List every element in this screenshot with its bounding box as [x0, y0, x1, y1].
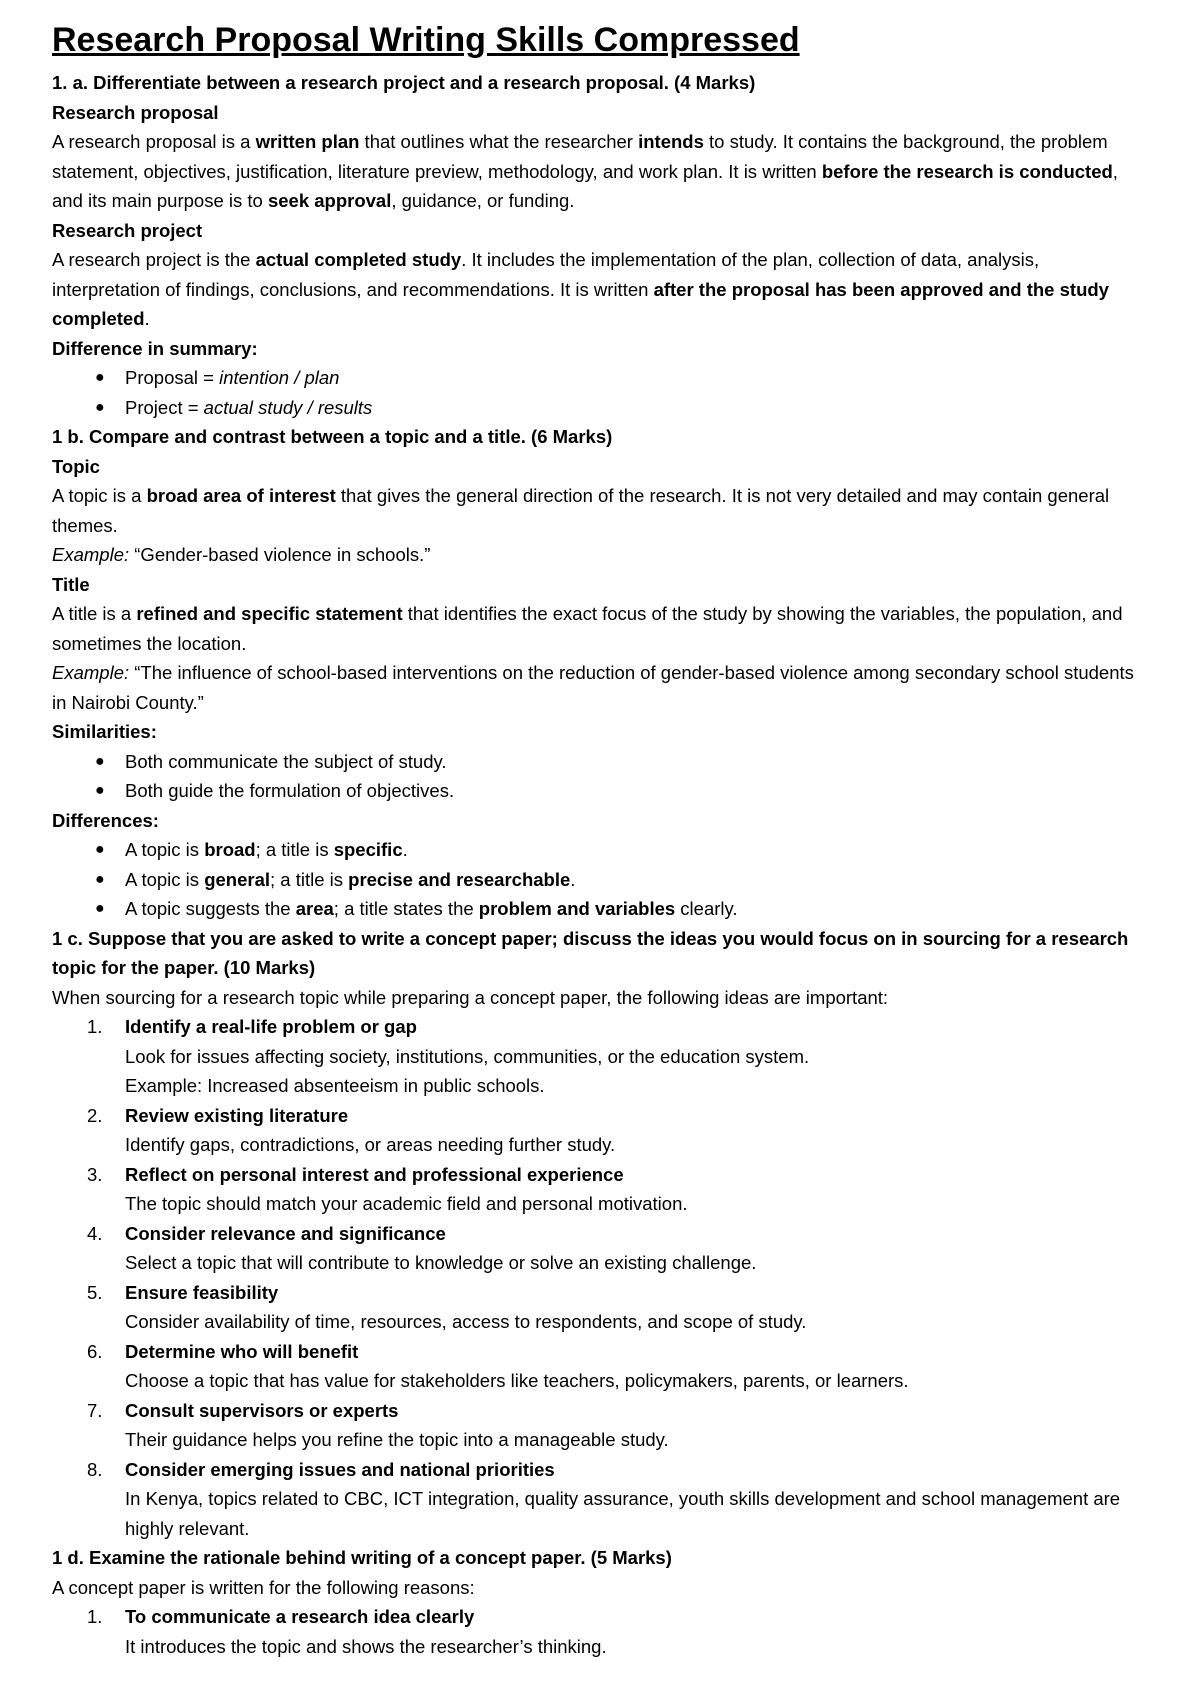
list-item: ● A topic is broad; a title is specific. — [52, 835, 1140, 865]
section-heading: Title — [52, 573, 90, 595]
list-item: ● Project = actual study / results — [52, 393, 1140, 423]
paragraph-research-proposal: A research proposal is a written plan that outlines what the researcher intends to study. It contains the background, the problem statement, objectives, justification, literature preview, methodology, and work plan. It is written before the research is conducted, and its main purpose is to seek approval, guidance, or funding. — [52, 131, 1118, 211]
paragraph-intro: A concept paper is written for the following reasons: — [52, 1576, 475, 1598]
list-item: 2. Review existing literature Identify gaps, contradictions, or areas needing further study. — [87, 1104, 616, 1155]
bullet-icon: ● — [95, 870, 105, 888]
list-item: ● A topic suggests the area; a title states the problem and variables clearly. — [52, 894, 1140, 924]
reasons-list — [52, 1602, 1140, 1661]
question-1a: 1. a. Differentiate between a research project and a research proposal. (4 Marks) — [52, 72, 756, 93]
section-heading: Research project — [52, 219, 203, 241]
summary-list — [52, 363, 1140, 422]
list-item: ● A topic is general; a title is precise and researchable. — [52, 865, 1140, 895]
similarities-list — [52, 747, 1140, 806]
example-topic: Example: “Gender-based violence in schools.” — [52, 544, 431, 565]
paragraph-title: A title is a refined and specific statement that identifies the exact focus of the study by showing the variables, the population, and sometimes the location. — [52, 603, 1123, 654]
question-1b: 1 b. Compare and contrast between a topic and a title. (6 Marks) — [52, 426, 613, 447]
bullet-icon: ● — [95, 841, 105, 858]
bullet-icon: ● — [95, 900, 105, 917]
list-item: ● Both communicate the subject of study. — [52, 747, 1140, 777]
list-item: 6. Determine who will benefit Choose a topic that has value for stakeholders like teachers, policymakers, parents, or learners. — [87, 1340, 909, 1391]
bullet-icon: ● — [95, 369, 105, 386]
list-item: 3. Reflect on personal interest and professional experience The topic should match your academic field and personal motivation. — [87, 1163, 688, 1214]
bullet-icon: ● — [95, 752, 105, 770]
differences-list — [52, 835, 1140, 924]
list-item: ● Both guide the formulation of objectives. — [52, 776, 1140, 806]
section-heading: Similarities: — [52, 721, 157, 742]
bullet-icon: ● — [95, 782, 105, 799]
list-item: 5. Ensure feasibility Consider availability of time, resources, access to respondents, and scope of study. — [87, 1281, 807, 1332]
question-1c: 1 c. Suppose that you are asked to write a concept paper; discuss the ideas you would focus on in sourcing for a research topic for the paper. (10 Marks) — [52, 927, 1129, 978]
list-item: 1. To communicate a research idea clearly It introduces the topic and shows the researcher’s thinking. — [87, 1606, 607, 1657]
list-item: ● Proposal = intention / plan — [52, 363, 1140, 393]
paragraph-research-project: A research project is the actual completed study. It includes the implementation of the plan, collection of data, analysis, interpretation of findings, conclusions, and recommendations. It is written after the proposal has been approved and the study completed. — [52, 249, 1109, 329]
bullet-icon: ● — [95, 398, 105, 416]
list-item: 8. Consider emerging issues and national priorities In Kenya, topics related to CBC, ICT integration, quality assurance, youth skills development and school management are highly relevant. — [87, 1458, 1121, 1539]
list-item: 4. Consider relevance and significance Select a topic that will contribute to knowledge or solve an existing challenge. — [87, 1222, 757, 1273]
ideas-list — [52, 1012, 1140, 1543]
paragraph-intro: When sourcing for a research topic while preparing a concept paper, the following ideas are important: — [52, 986, 889, 1008]
list-item: 7. Consult supervisors or experts Their guidance helps you refine the topic into a manageable study. — [87, 1399, 669, 1450]
section-heading: Differences: — [52, 809, 159, 831]
paragraph-topic: A topic is a broad area of interest that gives the general direction of the research. It is not very detailed and may contain general themes. — [52, 485, 1110, 536]
question-1d: 1 d. Examine the rationale behind writing of a concept paper. (5 Marks) — [52, 1547, 672, 1568]
list-item: 1. Identify a real-life problem or gap Look for issues affecting society, institutions, communities, or the education system. Example: Increased absenteeism in public schools. — [87, 1016, 810, 1096]
section-heading: Difference in summary: — [52, 337, 258, 359]
section-heading: Research proposal — [52, 101, 219, 123]
page-title: Research Proposal Writing Skills Compressed — [52, 21, 800, 59]
example-title: Example: “The influence of school-based interventions on the reduction of gender-based violence among secondary school students in Nairobi County.” — [52, 662, 1134, 713]
section-heading: Topic — [52, 455, 100, 477]
